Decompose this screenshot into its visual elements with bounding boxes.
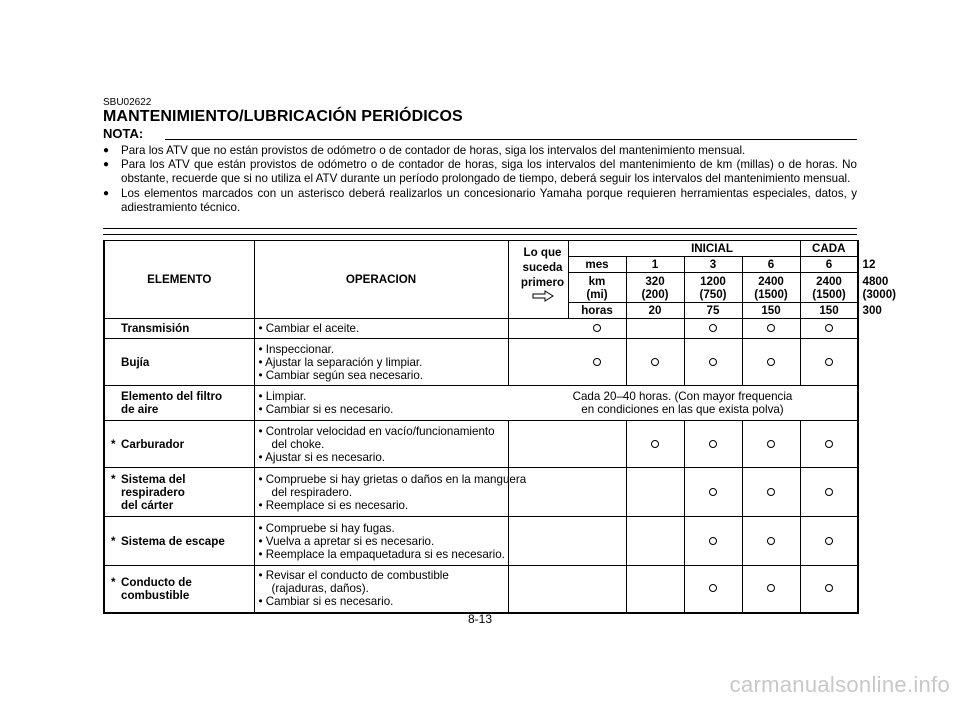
- bullet-icon: •: [258, 355, 266, 369]
- bullet-icon: •: [258, 390, 266, 403]
- schedule-cell: [800, 517, 858, 566]
- operation-text: Limpiar.: [265, 390, 307, 403]
- item-name-text: combustible: [121, 588, 190, 602]
- circle-mark-icon: [651, 358, 659, 366]
- empty-cell: [508, 566, 568, 613]
- arrow-right-icon: [513, 290, 573, 306]
- item-name-text: Bujía: [121, 355, 150, 369]
- table-row: [104, 468, 858, 517]
- header-row: [104, 241, 858, 257]
- schedule-cell: [568, 517, 626, 566]
- item-name-text: de aire: [121, 403, 159, 416]
- item-name: [104, 421, 254, 468]
- section-code: SBU02622: [103, 97, 152, 108]
- item-name-text: del cárter: [121, 498, 174, 512]
- circle-mark-icon: [767, 324, 775, 332]
- interval-value-text: 1200: [700, 274, 726, 288]
- schedule-cell: [568, 468, 626, 517]
- schedule-cell: [800, 566, 858, 613]
- operation-text: Vuelva a apretar si es necesario.: [265, 534, 435, 548]
- bullet-icon: •: [258, 472, 266, 486]
- circle-mark-icon: [709, 358, 717, 366]
- operation-line: [259, 535, 504, 548]
- operation: [254, 566, 508, 613]
- schedule-cell: [684, 566, 742, 613]
- circle-mark-icon: [593, 358, 601, 366]
- interval-value-text: (750): [699, 287, 727, 301]
- table-row: [104, 319, 858, 339]
- interval-value-text: 20: [648, 304, 662, 317]
- schedule-cell: [742, 319, 800, 339]
- operation-text: Controlar velocidad en vacío/funcionamiento: [265, 424, 495, 438]
- interval-value-text: 3: [709, 258, 717, 271]
- interval-value: [742, 273, 800, 303]
- operation-line: [259, 595, 504, 608]
- schedule-cell: [800, 468, 858, 517]
- schedule-cell: [568, 566, 626, 613]
- operation-line: [259, 499, 504, 512]
- operation: [254, 421, 508, 468]
- operation: [254, 319, 508, 339]
- schedule-cell: [626, 566, 684, 613]
- unit-label-text: mes: [585, 258, 609, 271]
- operation-line: [259, 522, 504, 535]
- circle-mark-icon: [825, 358, 833, 366]
- schedule-cell: [626, 517, 684, 566]
- operation-line: [259, 403, 505, 416]
- item-name-line: [111, 589, 250, 602]
- schedule-cell: [684, 468, 742, 517]
- operation-line: [259, 356, 504, 369]
- item-name-line: [111, 390, 250, 403]
- item-name-text: Carburador: [121, 437, 185, 451]
- interval-value-text: 1: [651, 258, 659, 271]
- item-name: [104, 339, 254, 386]
- operation: [254, 339, 508, 386]
- item-name-line: [111, 473, 250, 486]
- bullet-icon: •: [258, 424, 266, 438]
- header-cada: CADA: [800, 241, 858, 257]
- circle-mark-icon: [825, 537, 833, 545]
- bullet-icon: •: [258, 322, 266, 335]
- operation-text: Revisar el conducto de combustible: [265, 569, 449, 583]
- asterisk-mark: *: [111, 575, 116, 589]
- bullet-icon: •: [258, 403, 266, 416]
- circle-mark-icon: [825, 584, 833, 592]
- interval-value: [626, 257, 684, 273]
- operation-line: [259, 486, 504, 499]
- operation-text: Cambiar según sea necesario.: [265, 368, 424, 382]
- item-name-line: [111, 356, 250, 369]
- nota-label: NOTA:: [103, 126, 144, 141]
- schedule-cell: [742, 468, 800, 517]
- empty-cell: [508, 517, 568, 566]
- bullet-icon: ●: [103, 159, 110, 171]
- circle-mark-icon: [825, 440, 833, 448]
- operation-line: [258, 472, 527, 486]
- interval-value: [800, 257, 858, 273]
- unit-label-text: horas: [581, 304, 613, 317]
- table-row: [104, 339, 858, 386]
- item-name: [104, 468, 254, 517]
- item-name-text: respiradero: [121, 485, 185, 499]
- operation-line: [259, 322, 504, 335]
- asterisk-mark: *: [111, 472, 116, 486]
- operation-line: [259, 425, 504, 438]
- interval-value-text: 2400: [758, 274, 784, 288]
- nota-item: ● Para los ATV que están provistos de odómetro o de contador de horas, siga los intervalos del mantenimiento de km (millas) o de horas. No obstante, recuerde que si no utiliza el ATV durante un período prolongado de tiempo, deberá seguir los intervalos del mantenimiento mensual.: [103, 158, 857, 186]
- interval-value-text: 6: [767, 258, 775, 271]
- schedule-cell: [800, 319, 858, 339]
- interval-value-text: 150: [819, 304, 839, 317]
- interval-value: [742, 257, 800, 273]
- bullet-icon: •: [258, 547, 266, 561]
- operation: [254, 517, 508, 566]
- interval-value-text: (200): [641, 287, 669, 301]
- operation-line: [259, 343, 504, 356]
- page-number: 8-13: [467, 612, 493, 626]
- circle-mark-icon: [767, 488, 775, 496]
- item-name-text: Sistema de escape: [121, 534, 225, 548]
- bullet-icon: •: [258, 368, 266, 382]
- circle-mark-icon: [767, 584, 775, 592]
- schedule-cell: [626, 339, 684, 386]
- schedule-cell: [684, 421, 742, 468]
- operation-line: [259, 451, 504, 464]
- watermark: carmanualsonline.info: [729, 672, 950, 697]
- operation-text: Cambiar si es necesario.: [265, 403, 394, 416]
- item-name-line: [111, 499, 250, 512]
- nota-item: ● Para los ATV que no están provistos de odómetro o de contador de horas, siga los intervalos del mantenimiento mensual.: [103, 144, 746, 157]
- schedule-cell: [626, 421, 684, 468]
- table-row: [104, 517, 858, 566]
- table-row: [104, 421, 858, 468]
- operation-text: Cambiar el aceite.: [265, 322, 360, 335]
- interval-value-text: 2400: [816, 274, 842, 288]
- unit-row: horas 20 75 150 150 300: [104, 303, 858, 319]
- circle-mark-icon: [709, 324, 717, 332]
- interval-value-text: 6: [825, 258, 833, 271]
- bullet-icon: •: [258, 521, 266, 535]
- interval-value-text: 150: [761, 304, 781, 317]
- operation-line: [259, 390, 505, 403]
- schedule-cell: [568, 421, 626, 468]
- operation-text: (rajaduras, daños).: [271, 582, 369, 596]
- nota-divider: [165, 139, 857, 140]
- bullet-icon: ●: [103, 145, 110, 156]
- interval-value: [626, 303, 684, 319]
- nota-list: [103, 144, 857, 215]
- circle-mark-icon: [593, 324, 601, 332]
- item-name-text: Transmisión: [121, 322, 190, 335]
- interval-value-text: 75: [706, 304, 720, 317]
- circle-mark-icon: [709, 537, 717, 545]
- item-name-line: [111, 322, 250, 335]
- schedule-cell: [684, 517, 742, 566]
- operation-text: Cambiar si es necesario.: [265, 595, 394, 609]
- interval-note-line: en condiciones en las que exista polva): [581, 403, 784, 416]
- item-name-text: Sistema del: [121, 472, 186, 486]
- table-row: [104, 386, 858, 421]
- maintenance-table: [103, 240, 897, 614]
- operation-text: Reemplace la empaquetadura si es necesario.: [265, 547, 505, 561]
- schedule-cell: [742, 421, 800, 468]
- item-name-line: [111, 535, 250, 548]
- schedule-cell: [800, 421, 858, 468]
- circle-mark-icon: [767, 537, 775, 545]
- operation-line: [259, 548, 504, 561]
- operation-text: del respiradero.: [271, 485, 353, 499]
- header-operacion: OPERACION: [254, 241, 508, 319]
- circle-mark-icon: [709, 440, 717, 448]
- schedule-cell: [742, 339, 800, 386]
- operation-line: [259, 582, 504, 595]
- lo-que-line: suceda: [522, 261, 563, 274]
- item-name: [104, 319, 254, 339]
- asterisk-mark: *: [111, 534, 116, 548]
- schedule-cell: [568, 339, 626, 386]
- operation-text: Compruebe si hay grietas o daños en la manguera: [265, 472, 527, 486]
- circle-mark-icon: [825, 488, 833, 496]
- bullet-icon: •: [258, 569, 266, 583]
- interval-note-line: Cada 20–40 horas. (Con mayor frequencia: [572, 390, 793, 403]
- circle-mark-icon: [709, 488, 717, 496]
- operation-line: [259, 369, 504, 382]
- schedule-cell: [742, 517, 800, 566]
- unit-label: [568, 303, 626, 319]
- bullet-icon: •: [258, 342, 266, 356]
- unit-row: km (mi) 320 (200) 1200 (750) 2400 (1500) 2400 (1500) 4800 (3000): [104, 273, 858, 303]
- circle-mark-icon: [651, 440, 659, 448]
- circle-mark-icon: [767, 358, 775, 366]
- operation-text: Ajustar si es necesario.: [265, 450, 385, 464]
- interval-value: [626, 273, 684, 303]
- divider: [103, 228, 857, 229]
- unit-label: [568, 273, 626, 303]
- operation-text: Compruebe si hay fugas.: [265, 521, 395, 535]
- operation: [254, 386, 508, 421]
- item-name: [104, 386, 254, 421]
- item-name-line: [111, 438, 250, 451]
- interval-value: [684, 303, 742, 319]
- empty-cell: [508, 319, 568, 339]
- circle-mark-icon: [825, 324, 833, 332]
- asterisk-mark: *: [111, 437, 116, 451]
- circle-mark-icon: [767, 440, 775, 448]
- interval-value: [684, 257, 742, 273]
- item-name-text: Elemento del filtro: [121, 390, 223, 403]
- interval-note: [508, 386, 858, 421]
- interval-value-text: (1500): [754, 287, 788, 301]
- interval-value-text: 320: [645, 274, 665, 288]
- lo-que-line: primero: [520, 276, 565, 289]
- schedule-cell: [684, 339, 742, 386]
- operation-line: [259, 438, 504, 451]
- header-inicial: INICIAL: [568, 241, 800, 257]
- bullet-icon: •: [258, 534, 266, 548]
- schedule-cell: [568, 319, 626, 339]
- nota-header: [103, 126, 857, 142]
- unit-label: [568, 257, 626, 273]
- interval-value: [800, 303, 858, 319]
- divider: [103, 234, 857, 235]
- unit-label-text: km: [588, 274, 606, 288]
- nota-item: ● Los elementos marcados con un asterisco deberá realizarlos un concesionario Yamaha porque requieren herramientas especiales, datos, y adiestramiento técnico.: [103, 186, 857, 214]
- item-name-text: Conducto de: [121, 575, 192, 589]
- schedule-cell: [800, 339, 858, 386]
- interval-value: [684, 273, 742, 303]
- schedule-cell: [626, 468, 684, 517]
- operation-text: del choke.: [271, 437, 325, 451]
- lo-que-line: Lo que: [523, 246, 562, 259]
- bullet-icon: •: [258, 450, 266, 464]
- page-title: MANTENIMIENTO/LUBRICACIÓN PERIÓDICOS: [103, 108, 463, 125]
- bullet-icon: ●: [103, 187, 110, 199]
- empty-cell: [508, 421, 568, 468]
- operation-text: Reemplace si es necesario.: [265, 498, 409, 512]
- empty-cell: [508, 339, 568, 386]
- item-name: [104, 517, 254, 566]
- schedule-cell: [684, 319, 742, 339]
- interval-value: [800, 273, 858, 303]
- schedule-cell: [626, 319, 684, 339]
- interval-value-text: (1500): [812, 287, 846, 301]
- header-lo-que-suceda: [508, 241, 568, 319]
- item-name-line: [111, 576, 250, 589]
- unit-label-text: (mi): [586, 287, 608, 301]
- bullet-icon: •: [258, 498, 266, 512]
- item-name: [104, 566, 254, 613]
- interval-value: [742, 303, 800, 319]
- bullet-icon: •: [258, 595, 266, 609]
- item-name-line: [111, 403, 250, 416]
- circle-mark-icon: [709, 584, 717, 592]
- schedule-cell: [742, 566, 800, 613]
- item-name-line: [111, 486, 250, 499]
- operation: [254, 468, 527, 517]
- header-elemento: ELEMENTO: [104, 241, 254, 319]
- operation-text: Ajustar la separación y limpiar.: [265, 355, 423, 369]
- operation-text: Inspeccionar.: [265, 342, 335, 356]
- table-row: [104, 566, 858, 613]
- unit-row: mes 1 3 6 6 12: [104, 257, 858, 273]
- operation-line: [259, 569, 504, 582]
